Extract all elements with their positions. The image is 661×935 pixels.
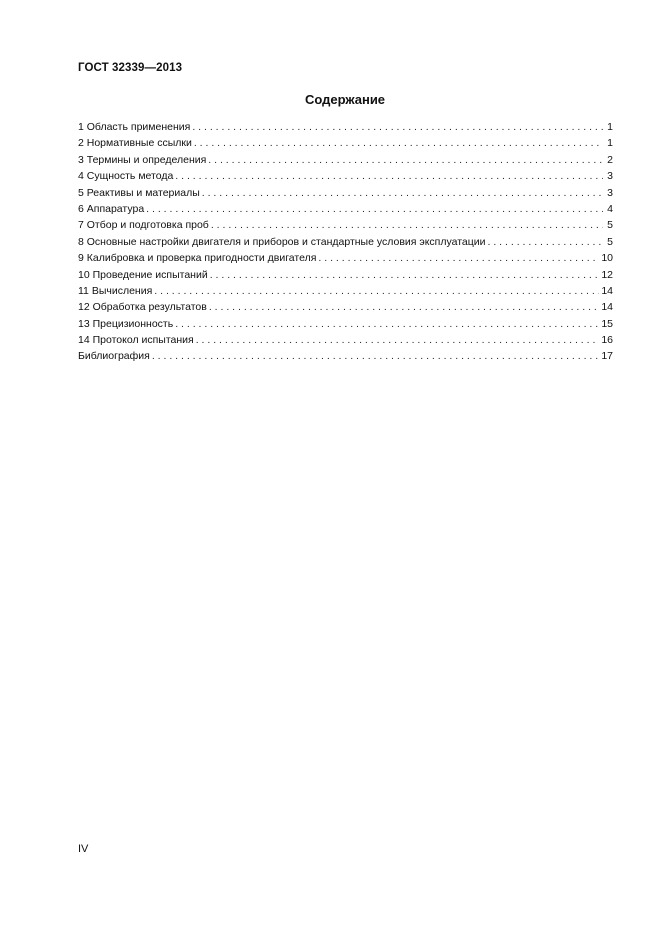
toc-item-label: 12 Обработка результатов bbox=[78, 301, 207, 314]
toc-item-label: 4 Сущность метода bbox=[78, 170, 174, 183]
toc-title: Содержание bbox=[304, 92, 386, 107]
toc-item-page: 14 bbox=[601, 284, 613, 297]
toc-item-label: Библиография bbox=[78, 350, 150, 363]
toc-leader-dots bbox=[210, 267, 600, 283]
toc-item[interactable] bbox=[78, 185, 613, 201]
toc-item-page: 5 bbox=[607, 219, 613, 232]
toc-item-label: 1 Область применения bbox=[78, 121, 191, 133]
toc-item[interactable] bbox=[78, 168, 613, 184]
toc-item-page: 17 bbox=[601, 350, 613, 363]
toc-item[interactable] bbox=[78, 234, 613, 250]
toc-leader-dots bbox=[211, 217, 603, 233]
toc-item[interactable] bbox=[78, 119, 613, 135]
toc-item-label: 5 Реактивы и материалы bbox=[78, 186, 200, 199]
toc-item[interactable] bbox=[78, 250, 613, 266]
toc-item-page: 3 bbox=[607, 186, 613, 199]
toc-leader-dots bbox=[154, 283, 599, 299]
toc-item-label: 13 Прецизионность bbox=[78, 317, 174, 330]
toc-item-page: 5 bbox=[607, 235, 613, 248]
toc-item[interactable] bbox=[78, 299, 613, 315]
toc-leader-dots bbox=[192, 119, 603, 135]
toc-leader-dots bbox=[208, 152, 603, 168]
toc-leader-dots bbox=[194, 135, 603, 151]
toc-item-label: 6 Аппаратура bbox=[78, 202, 145, 215]
toc-item[interactable] bbox=[78, 217, 613, 233]
toc-item[interactable] bbox=[78, 152, 613, 168]
toc-item[interactable] bbox=[78, 316, 613, 332]
toc-leader-dots bbox=[209, 299, 599, 315]
table-of-contents bbox=[78, 119, 613, 365]
toc-item-page: 16 bbox=[601, 334, 613, 347]
toc-item-label: 10 Проведение испытаний bbox=[78, 268, 208, 281]
toc-item-page: 14 bbox=[601, 301, 613, 314]
toc-leader-dots bbox=[146, 201, 603, 217]
toc-leader-dots bbox=[318, 250, 599, 266]
toc-item-label: 2 Нормативные ссылки bbox=[78, 137, 192, 150]
toc-leader-dots bbox=[488, 234, 603, 250]
toc-item[interactable] bbox=[78, 201, 613, 217]
toc-item-page: 12 bbox=[601, 268, 613, 281]
toc-item-label: 11 Вычисления bbox=[78, 284, 153, 297]
toc-item-page: 3 bbox=[607, 170, 613, 183]
toc-item[interactable] bbox=[78, 267, 613, 283]
page-number: IV bbox=[78, 843, 89, 855]
toc-item-page: 1 bbox=[607, 121, 613, 133]
toc-leader-dots bbox=[175, 168, 603, 184]
toc-item[interactable] bbox=[78, 135, 613, 151]
toc-item-page: 1 bbox=[607, 137, 613, 150]
document-code: ГОСТ 32339—2013 bbox=[78, 62, 183, 74]
toc-item[interactable] bbox=[78, 348, 613, 364]
toc-item-page: 10 bbox=[601, 252, 613, 265]
toc-item-page: 15 bbox=[601, 317, 613, 330]
toc-item-page: 4 bbox=[607, 202, 613, 215]
toc-item-page: 2 bbox=[607, 153, 613, 166]
toc-item-label: 8 Основные настройки двигателя и приборов и стандартные условия эксплуатации bbox=[78, 235, 486, 248]
toc-leader-dots bbox=[202, 185, 603, 201]
toc-item[interactable] bbox=[78, 283, 613, 299]
toc-item-label: 7 Отбор и подготовка проб bbox=[78, 219, 209, 232]
toc-item-label: 9 Калибровка и проверка пригодности двигателя bbox=[78, 252, 317, 265]
toc-leader-dots bbox=[196, 332, 600, 348]
toc-leader-dots bbox=[175, 316, 599, 332]
toc-leader-dots bbox=[152, 348, 599, 364]
toc-item[interactable] bbox=[78, 332, 613, 348]
toc-item-label: 14 Протокол испытания bbox=[78, 334, 194, 347]
toc-item-label: 3 Термины и определения bbox=[78, 153, 207, 166]
